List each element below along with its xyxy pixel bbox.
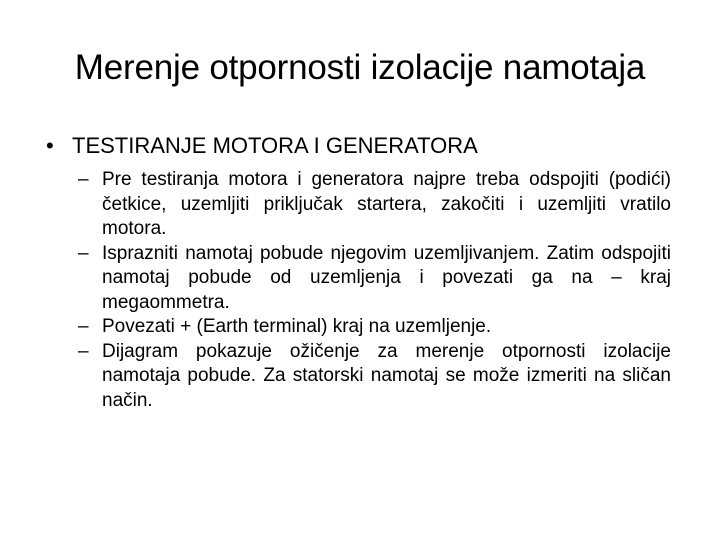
sub-bullet-dash: – — [78, 316, 89, 337]
sub-bullet-text: Isprazniti namotaj pobude njegovim uzemljivanjem. Zatim odspojiti namotaj pobude od uzemljenja i povezati ga na – kraj megaommetra. — [102, 242, 671, 313]
bullet-testiranje — [46, 131, 478, 161]
sub-bullet-item — [78, 168, 671, 242]
sub-bullet-item — [78, 315, 671, 340]
sub-bullet-text: Povezati + (Earth terminal) kraj na uzemljenje. — [102, 316, 492, 337]
sub-bullet-item — [78, 242, 671, 316]
bullet-text: TESTIRANJE MOTORA I GENERATORA — [72, 133, 478, 158]
slide-title: Merenje otpornosti izolacije namotaja — [74, 48, 646, 87]
sub-bullet-dash: – — [78, 242, 89, 264]
sub-bullet-list — [78, 168, 671, 413]
sub-bullet-dash: – — [78, 169, 89, 190]
sub-bullet-text: Pre testiranja motora i generatora najpre treba odspojiti (podići) četkice, uzemljiti priključak startera, zakočiti i uzemljiti vratilo motora. — [102, 169, 671, 239]
sub-bullet-item — [78, 340, 671, 414]
bullet-dot: • — [46, 133, 54, 158]
sub-bullet-dash: – — [78, 340, 89, 362]
sub-bullet-text: Dijagram pokazuje ožičenje za merenje otpornosti izolacije namotaja pobude. Za statorski namotaj se može izmeriti na sličan način. — [102, 340, 671, 411]
